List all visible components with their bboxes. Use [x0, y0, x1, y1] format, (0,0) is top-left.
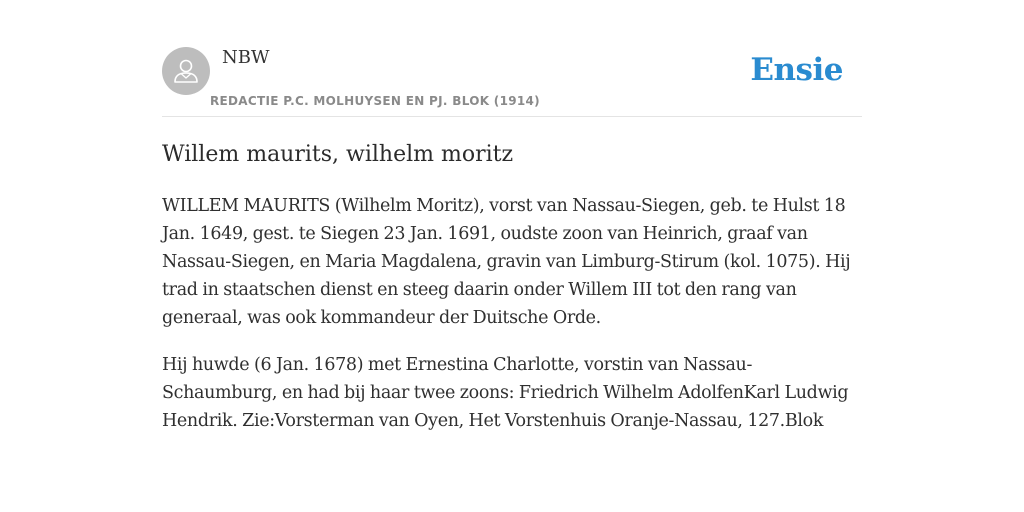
article-body — [162, 192, 862, 454]
article-paragraph: WILLEM MAURITS (Wilhelm Moritz), vorst van Nassau-Siegen, geb. te Hulst 18 Jan. 1649, gest. te Siegen 23 Jan. 1691, oudste zoon van Heinrich, graaf van Nassau-Siegen, en Maria Magdalena, gravin van Limburg-Stirum (kol. 1075). Hij trad in staatschen dienst en steeg daarin onder Willem III tot den rang van generaal, was ook kommandeur der Duitsche Orde. — [162, 196, 851, 328]
article-title: Willem maurits, wilhelm moritz — [162, 142, 514, 167]
source-subtitle: REDACTIE P.C. MOLHUYSEN EN PJ. BLOK (1914) — [210, 94, 540, 108]
article-paragraph: Hij huwde (6 Jan. 1678) met Ernestina Charlotte, vorstin van Nassau-Schaumburg, en had bij haar twee zoons: Friedrich Wilhelm AdolfenKarl Ludwig Hendrik. Zie:Vorsterman van Oyen, Het Vorstenhuis Oranje-Nassau, 127.Blok — [162, 355, 849, 431]
avatar — [162, 47, 210, 95]
source-header — [162, 46, 862, 117]
user-silhouette-icon — [162, 47, 210, 95]
brand-logo[interactable]: Ensie — [750, 52, 843, 88]
source-name[interactable]: NBW — [222, 47, 270, 68]
